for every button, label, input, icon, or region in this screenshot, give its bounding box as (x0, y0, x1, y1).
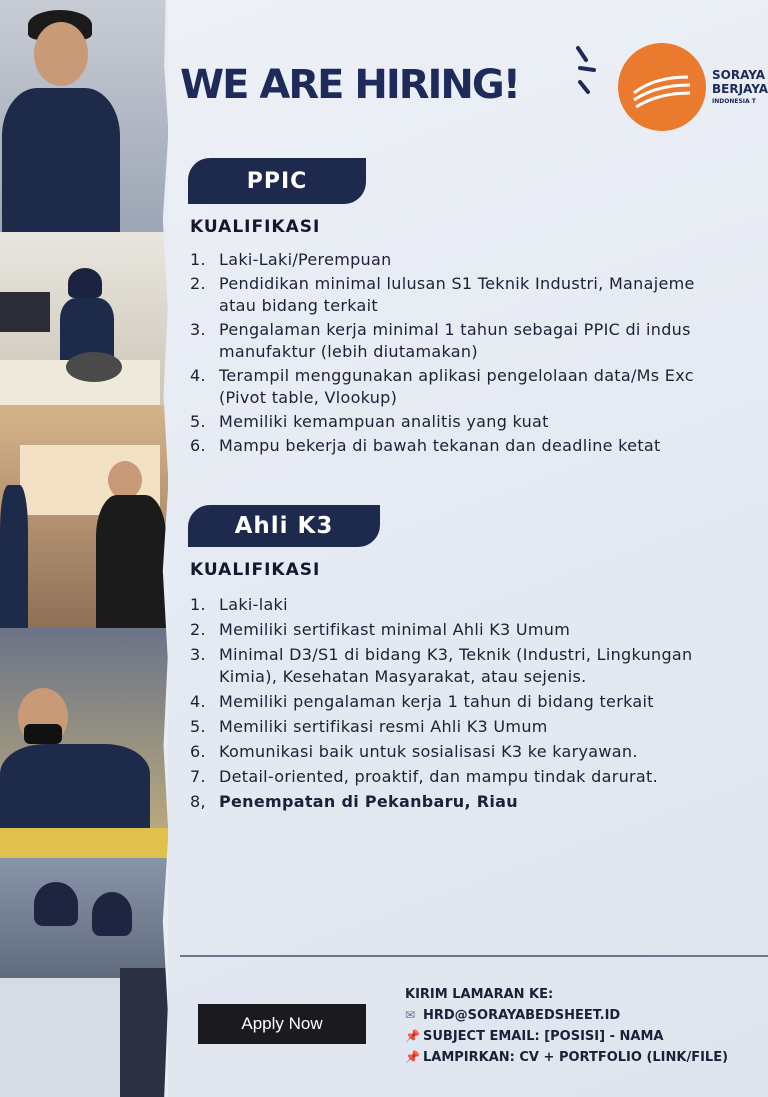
subject-row: 📌 SUBJECT EMAIL: [POSISI] - NAMA (405, 1026, 728, 1047)
list-item: 4. Memiliki pengalaman kerja 1 tahun di bidang terkait (190, 692, 654, 711)
email-icon: ✉ (405, 1008, 416, 1022)
list-item: 3. Pengalaman kerja minimal 1 tahun sebagai PPIC di indus manufaktur (lebih diutamakan) (190, 320, 691, 361)
sparkle-icon (572, 44, 602, 100)
photo-production-worker (0, 628, 168, 873)
list-item: 1. Laki-Laki/Perempuan (190, 250, 392, 269)
company-tagline: INDONESIA T (712, 98, 756, 105)
footer-divider (180, 955, 768, 957)
list-item: 2. Memiliki sertifikast minimal Ahli K3 Umum (190, 620, 571, 639)
list-item: 2. Pendidikan minimal lulusan S1 Teknik Industri, Manajeme atau bidang terkait (190, 274, 695, 315)
qualifications-heading: KUALIFIKASI (190, 217, 321, 237)
list-item: 5. Memiliki kemampuan analitis yang kuat (190, 412, 549, 431)
company-logo (618, 43, 706, 131)
list-item: 5. Memiliki sertifikasi resmi Ahli K3 Umum (190, 717, 548, 736)
pin-icon: 📌 (405, 1050, 420, 1064)
wave-icon (618, 43, 706, 131)
attachment-row: 📌 LAMPIRKAN: CV + PORTFOLIO (LINK/FILE) (405, 1047, 728, 1068)
photo-office-desk (0, 232, 168, 422)
apply-now-button[interactable]: Apply Now (198, 1004, 366, 1044)
list-item-placement: 8, Penempatan di Pekanbaru, Riau (190, 792, 518, 811)
company-name: SORAYA BERJAYA (712, 68, 768, 96)
list-item: 6. Mampu bekerja di bawah tekanan dan deadline ketat (190, 436, 661, 455)
pin-icon: 📌 (405, 1029, 420, 1043)
photo-employee-portrait (0, 0, 168, 245)
requirements-list-ppic (190, 249, 768, 459)
position-badge-ppic: PPIC (188, 158, 366, 204)
list-item: 1. Laki-laki (190, 595, 288, 614)
photo-collage (0, 0, 168, 1097)
photo-store-staff (0, 405, 168, 635)
position-badge-ahli-k3: Ahli K3 (188, 505, 380, 547)
contact-info (405, 984, 728, 1068)
photo-team-workspace (0, 858, 168, 1097)
list-item: 7. Detail-oriented, proaktif, dan mampu tindak darurat. (190, 767, 658, 786)
list-item: 3. Minimal D3/S1 di bidang K3, Teknik (Industri, Lingkungan Kimia), Kesehatan Masyarakat, atau sejenis. (190, 645, 693, 686)
requirements-list-ahli-k3 (190, 594, 768, 816)
contact-heading: KIRIM LAMARAN KE: (405, 987, 554, 1002)
list-item: 6. Komunikasi baik untuk sosialisasi K3 ke karyawan. (190, 742, 638, 761)
email-address[interactable]: HRD@SORAYABEDSHEET.ID (423, 1008, 621, 1023)
list-item: 4. Terampil menggunakan aplikasi pengelolaan data/Ms Exc (Pivot table, Vlookup) (190, 366, 694, 407)
email-row[interactable] (405, 1005, 728, 1026)
qualifications-heading: KUALIFIKASI (190, 560, 321, 580)
hiring-title: WE ARE HIRING! (180, 62, 519, 108)
